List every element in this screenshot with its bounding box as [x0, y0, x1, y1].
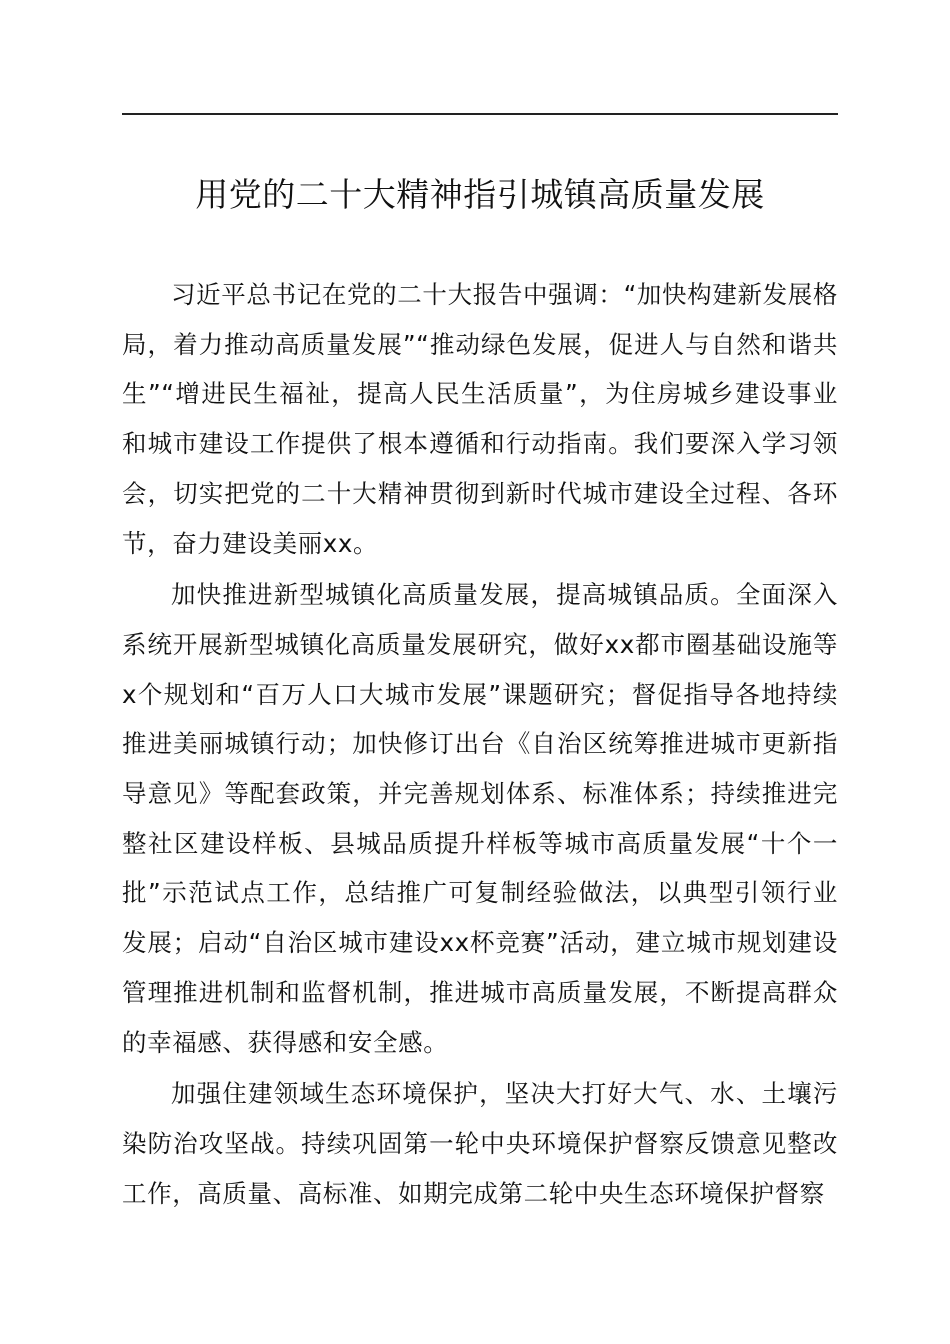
- header-rule: [122, 113, 838, 115]
- document-title: 用党的二十大精神指引城镇高质量发展: [195, 175, 765, 214]
- paragraph-3: 加强住建领域生态环境保护，坚决大打好大气、水、土壤污染防治攻坚战。持续巩固第一轮中央环境保护督察反馈意见整改工作，高质量、高标准、如期完成第二轮中央生态环境保护督察: [122, 1079, 838, 1208]
- document-body: [122, 270, 838, 1220]
- paragraph-2: 加快推进新型城镇化高质量发展，提高城镇品质。全面深入系统开展新型城镇化高质量发展研究，做好xx都市圈基础设施等x个规划和“百万人口大城市发展”课题研究；督促指导各地持续推进美丽城镇行动；加快修订出台《自治区统筹推进城市更新指导意见》等配套政策，并完善规划体系、标准体系；持续推进完整社区建设样板、县城品质提升样板等城市高质量发展“十个一批”示范试点工作，总结推广可复制经验做法，以典型引领行业发展；启动“自治区城市建设xx杯竞赛”活动，建立城市规划建设管理推进机制和监督机制，推进城市高质量发展，不断提高群众的幸福感、获得感和安全感。: [122, 580, 838, 1057]
- paragraph-1: 习近平总书记在党的二十大报告中强调：“加快构建新发展格局，着力推动高质量发展”“推动绿色发展，促进人与自然和谐共生”“增进民生福祉，提高人民生活质量”，为住房城乡建设事业和城市建设工作提供了根本遵循和行动指南。我们要深入学习领会，切实把党的二十大精神贯彻到新时代城市建设全过程、各环节，奋力建设美丽xx。: [122, 280, 838, 558]
